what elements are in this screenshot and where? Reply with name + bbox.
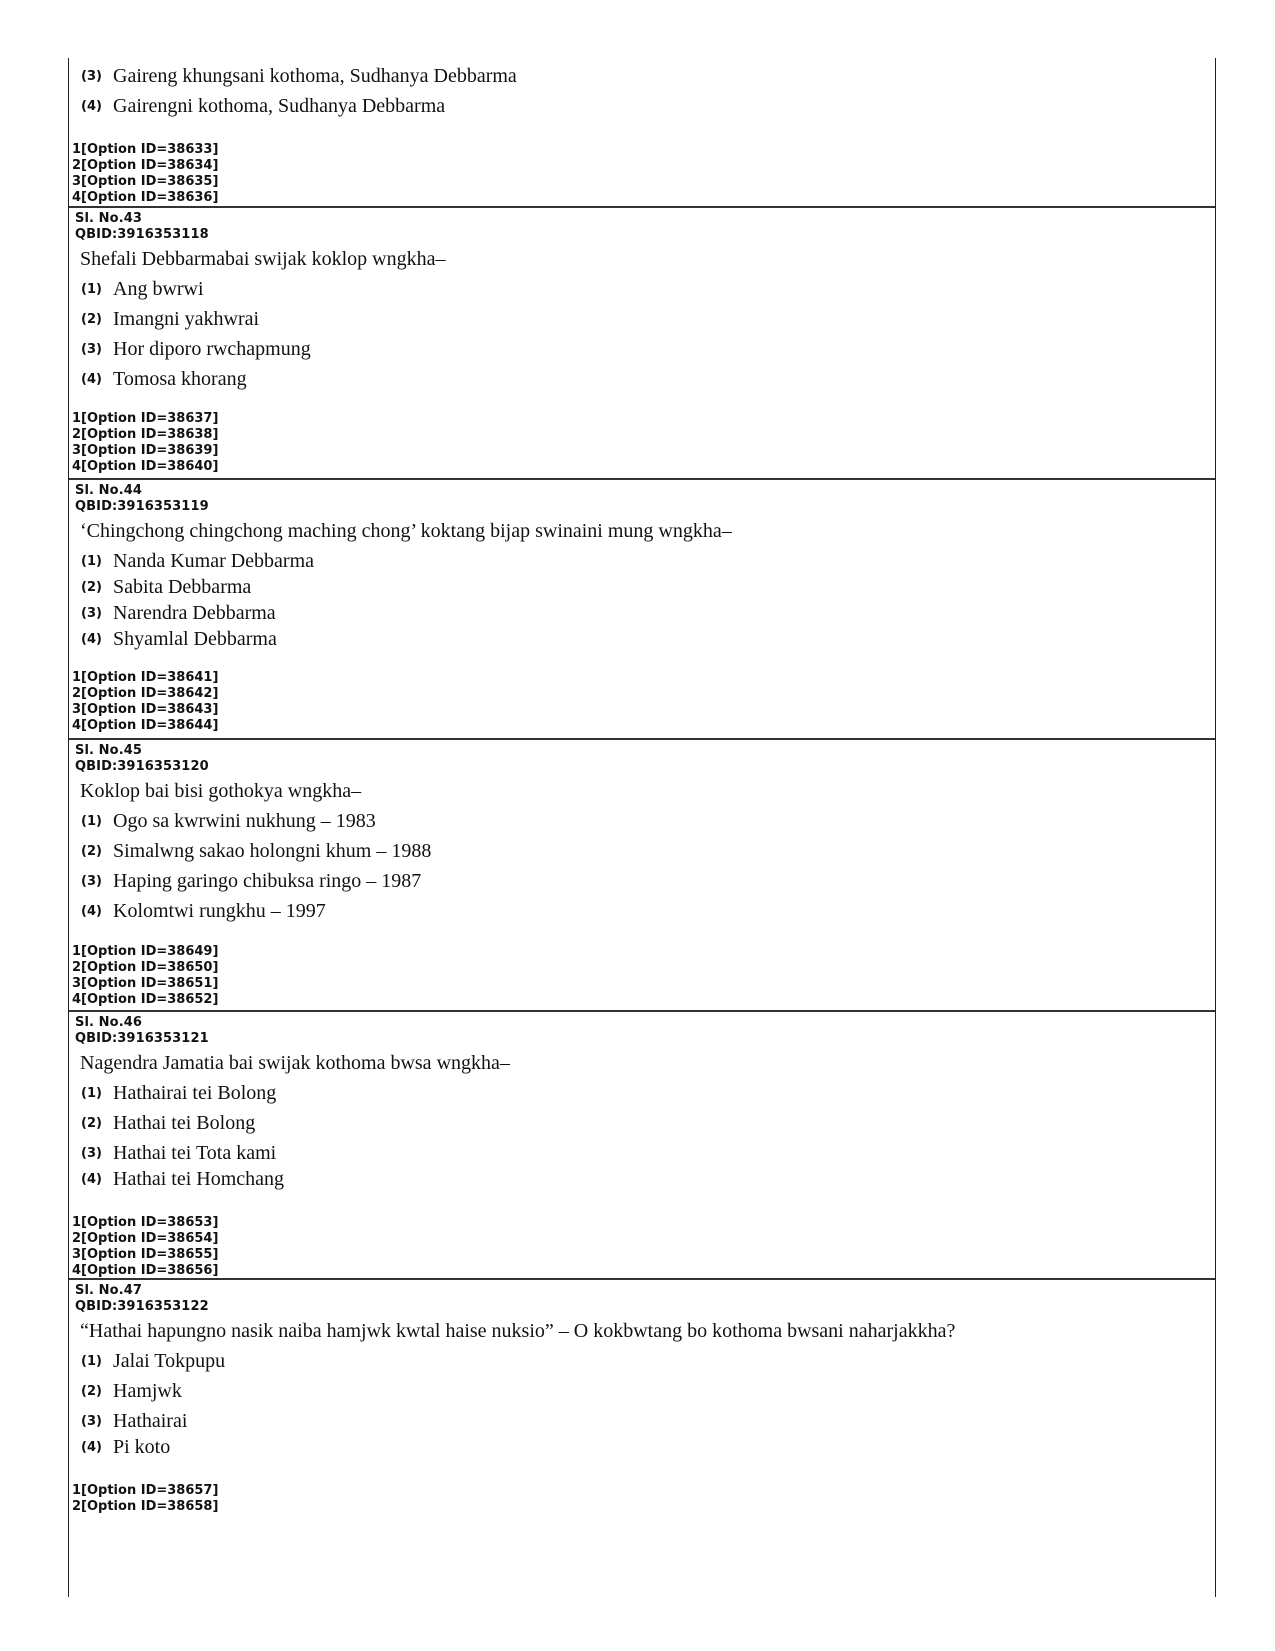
option-id: 1[Option ID=38653] — [72, 1215, 219, 1230]
option-number: (1) — [81, 813, 102, 829]
option-row — [75, 1081, 1215, 1105]
option-number: (3) — [81, 873, 102, 889]
option-row — [75, 1409, 1215, 1433]
option-id: 3[Option ID=38655] — [72, 1247, 219, 1262]
option-number: (4) — [81, 903, 102, 919]
option-row — [75, 277, 1215, 301]
option-text: Ogo sa kwrwini nukhung – 1983 — [113, 809, 376, 832]
option-number: (2) — [81, 311, 102, 327]
option-text: Nanda Kumar Debbarma — [113, 549, 315, 572]
option-id: 4[Option ID=38636] — [72, 190, 219, 205]
option-id: 1[Option ID=38637] — [72, 411, 219, 426]
option-text: Hathairai tei Bolong — [113, 1081, 277, 1104]
option-id-list — [72, 411, 218, 475]
option-row — [75, 575, 1215, 599]
option-number: (3) — [81, 341, 102, 357]
option-text: Simalwng sakao holongni khum – 1988 — [113, 839, 432, 862]
serial-number: Sl. No.43 — [75, 211, 143, 226]
question-divider — [69, 206, 1215, 208]
option-row — [75, 549, 1215, 573]
option-row — [75, 839, 1215, 863]
option-text: Hamjwk — [113, 1379, 182, 1402]
question-divider — [69, 738, 1215, 740]
option-id: 2[Option ID=38650] — [72, 960, 219, 975]
option-id: 3[Option ID=38643] — [72, 702, 219, 717]
option-id: 2[Option ID=38634] — [72, 158, 219, 173]
option-row — [75, 367, 1215, 391]
option-number: (2) — [81, 579, 102, 595]
option-number: (3) — [81, 1413, 102, 1429]
option-number: (1) — [81, 281, 102, 297]
question-divider — [69, 1010, 1215, 1012]
option-text: Kolomtwi rungkhu – 1997 — [113, 899, 326, 922]
option-id: 1[Option ID=38633] — [72, 142, 219, 157]
option-text: Narendra Debbarma — [113, 601, 276, 624]
option-row — [75, 627, 1215, 651]
option-row — [75, 1435, 1215, 1459]
option-text: Hor diporo rwchapmung — [113, 337, 311, 360]
question-text: Nagendra Jamatia bai swijak kothoma bwsa wngkha– — [80, 1052, 510, 1074]
option-id: 2[Option ID=38654] — [72, 1231, 219, 1246]
option-row — [75, 337, 1215, 361]
option-text: Imangni yakhwrai — [113, 307, 260, 330]
qbid: QBID:3916353121 — [75, 1031, 209, 1046]
option-id: 1[Option ID=38649] — [72, 944, 219, 959]
question-text: Koklop bai bisi gothokya wngkha– — [80, 780, 362, 802]
option-id-list — [72, 944, 218, 1008]
question-divider — [69, 478, 1215, 480]
option-number: (2) — [81, 1383, 102, 1399]
option-id: 2[Option ID=38658] — [72, 1499, 219, 1514]
option-number: (3) — [81, 1145, 102, 1161]
serial-number: Sl. No.45 — [75, 743, 143, 758]
option-id: 4[Option ID=38640] — [72, 459, 219, 474]
option-id: 4[Option ID=38656] — [72, 1263, 219, 1278]
option-number: (2) — [81, 843, 102, 859]
option-text: Haping garingo chibuksa ringo – 1987 — [113, 869, 422, 892]
question-divider — [69, 1278, 1215, 1280]
question-block — [69, 211, 1215, 474]
option-row — [75, 899, 1215, 923]
qbid: QBID:3916353122 — [75, 1299, 209, 1314]
qbid: QBID:3916353120 — [75, 759, 209, 774]
option-row — [75, 307, 1215, 331]
option-number: (4) — [81, 371, 102, 387]
question-text: ‘Chingchong chingchong maching chong’ koktang bijap swinaini mung wngkha– — [80, 520, 732, 542]
serial-number: Sl. No.44 — [75, 483, 143, 498]
option-text: Ang bwrwi — [113, 277, 204, 300]
option-text: Tomosa khorang — [113, 367, 247, 390]
question-block — [69, 743, 1215, 1007]
option-id: 3[Option ID=38635] — [72, 174, 219, 189]
option-text: Hathai tei Tota kami — [113, 1141, 277, 1164]
option-row — [75, 64, 1215, 88]
question-block — [69, 483, 1215, 733]
option-row — [75, 94, 1215, 118]
option-row — [75, 869, 1215, 893]
option-id: 2[Option ID=38642] — [72, 686, 219, 701]
option-text: Gaireng khungsani kothoma, Sudhanya Debbarma — [113, 64, 517, 87]
option-number: (1) — [81, 1353, 102, 1369]
question-paper-frame — [68, 58, 1216, 1597]
option-id-list — [72, 1483, 218, 1515]
option-row — [75, 1141, 1215, 1165]
option-id: 1[Option ID=38657] — [72, 1483, 219, 1498]
option-number: (1) — [81, 1085, 102, 1101]
qbid: QBID:3916353118 — [75, 227, 209, 242]
option-text: Jalai Tokpupu — [113, 1349, 226, 1372]
question-block — [69, 1015, 1215, 1278]
option-id: 3[Option ID=38639] — [72, 443, 219, 458]
option-text: Gairengni kothoma, Sudhanya Debbarma — [113, 94, 446, 117]
option-number: (3) — [81, 605, 102, 621]
option-number: (4) — [81, 631, 102, 647]
option-row — [75, 1379, 1215, 1403]
serial-number: Sl. No.46 — [75, 1015, 143, 1030]
option-text: Hathai tei Bolong — [113, 1111, 256, 1134]
option-row — [75, 1167, 1215, 1191]
question-text: “Hathai hapungno nasik naiba hamjwk kwtal haise nuksio” – O kokbwtang bo kothoma bwsani naharjakkha? — [80, 1320, 956, 1342]
question-text: Shefali Debbarmabai swijak koklop wngkha– — [80, 248, 446, 270]
option-row — [75, 1111, 1215, 1135]
option-number: (4) — [81, 1439, 102, 1455]
option-text: Pi koto — [113, 1435, 171, 1458]
question-block — [69, 1283, 1215, 1514]
option-number: (1) — [81, 553, 102, 569]
option-id: 4[Option ID=38644] — [72, 718, 219, 733]
option-id-list — [72, 1215, 218, 1279]
option-row — [75, 1349, 1215, 1373]
option-text: Sabita Debbarma — [113, 575, 252, 598]
option-number: (3) — [81, 68, 102, 84]
option-text: Shyamlal Debbarma — [113, 627, 277, 650]
serial-number: Sl. No.47 — [75, 1283, 143, 1298]
option-number: (4) — [81, 1171, 102, 1187]
option-row — [75, 809, 1215, 833]
qbid: QBID:3916353119 — [75, 499, 209, 514]
option-id-list — [72, 670, 218, 734]
option-id: 2[Option ID=38638] — [72, 427, 219, 442]
option-row — [75, 601, 1215, 625]
option-number: (4) — [81, 98, 102, 114]
option-id: 3[Option ID=38651] — [72, 976, 219, 991]
option-id: 4[Option ID=38652] — [72, 992, 219, 1007]
option-id-list — [72, 142, 218, 206]
option-number: (2) — [81, 1115, 102, 1131]
option-text: Hathai tei Homchang — [113, 1167, 285, 1190]
option-id: 1[Option ID=38641] — [72, 670, 219, 685]
option-text: Hathairai — [113, 1409, 188, 1432]
